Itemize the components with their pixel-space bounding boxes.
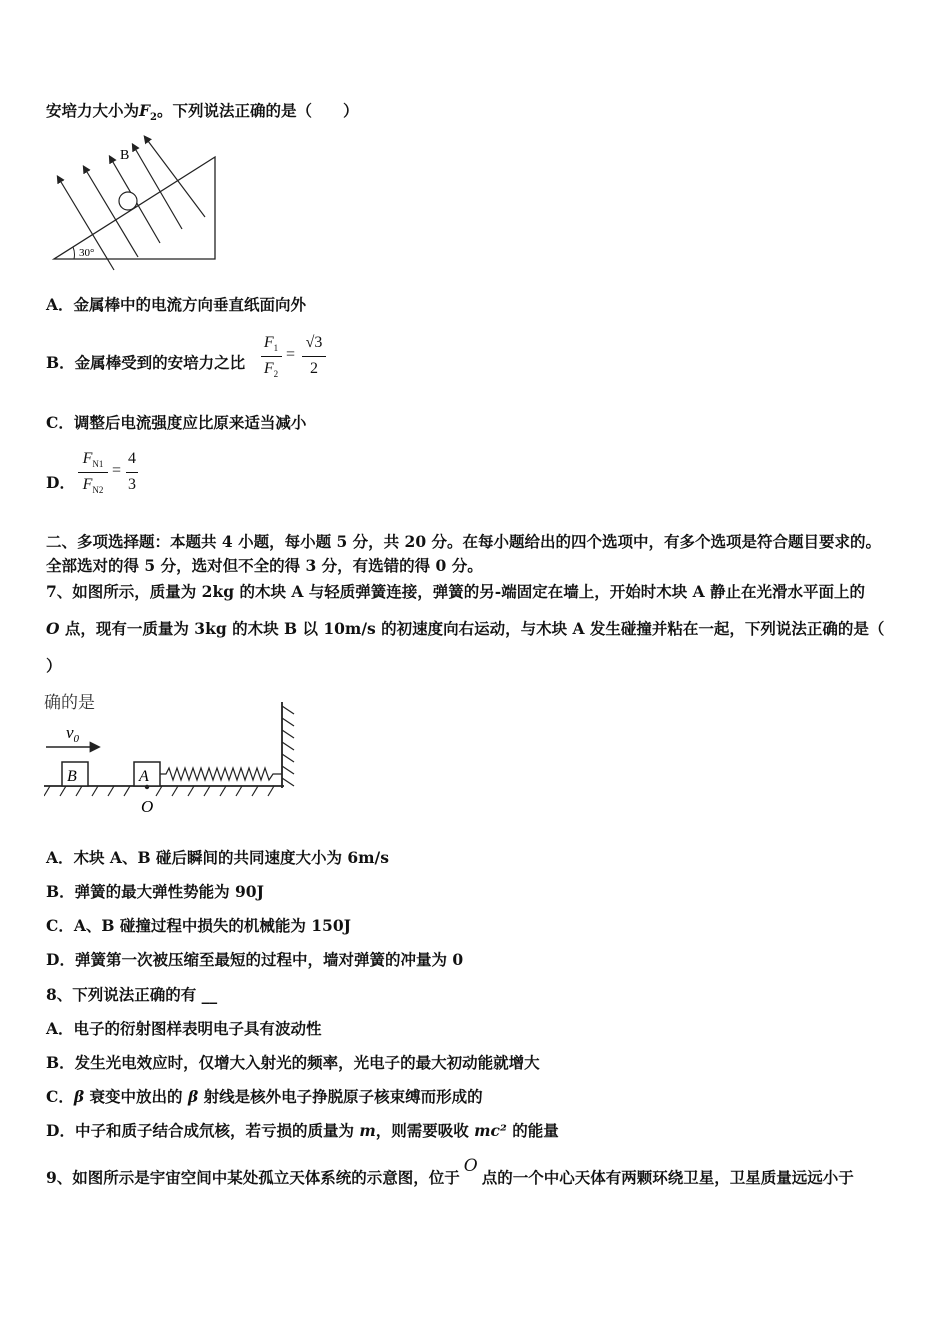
frac-b-eq: = bbox=[286, 346, 296, 363]
q8-c-mid: 衰变中放出的 bbox=[84, 1087, 188, 1106]
q8-d-mid: ，则需要吸收 bbox=[375, 1121, 475, 1140]
q7-fig-caption: 确的是 bbox=[44, 693, 95, 713]
frac-d-rhs-num: 4 bbox=[128, 450, 136, 467]
ground-hatching bbox=[44, 786, 274, 796]
frac-d-den: F bbox=[82, 476, 93, 493]
wall-hatching bbox=[282, 706, 294, 786]
spring-block-figure bbox=[44, 700, 306, 820]
q8-c-beta2: β bbox=[187, 1087, 199, 1106]
q7-line2-text: 点，现有一质量为 3kg 的木块 B 以 10m/s 的初速度向右运动，与木块 A 发生碰撞并粘在一起，下列说法正确的是（ bbox=[59, 619, 885, 638]
q9-o: O bbox=[463, 1156, 478, 1176]
intro-text-b: 。下列说法正确的是（ ） bbox=[157, 101, 359, 120]
q8-c-suffix: 射线是核外电子挣脱原子核束缚而形成的 bbox=[198, 1087, 483, 1106]
field-line bbox=[145, 137, 205, 217]
q8-d-suffix: 的能量 bbox=[506, 1121, 559, 1140]
frac-b-num-sub: 1 bbox=[273, 343, 279, 354]
field-line bbox=[133, 145, 182, 229]
q8-stem: 8、下列说法正确的有 __ bbox=[46, 985, 218, 1004]
frac-d-num-sub: N1 bbox=[92, 459, 104, 470]
section2-line2: 全部选对的得 5 分，选对但不全的得 3 分，有选错的得 0 分。 bbox=[46, 556, 483, 575]
q9-text-b: 点的一个中心天体有两颗环绕卫星，卫星质量远远小于 bbox=[481, 1168, 854, 1187]
q8-c-beta1: β bbox=[73, 1087, 85, 1106]
frac-b-rhs-den: 2 bbox=[310, 360, 318, 377]
block-a-label: A bbox=[139, 768, 149, 785]
intro-sub: 2 bbox=[150, 112, 157, 124]
q7-line2-var: O bbox=[46, 619, 60, 638]
frac-b-den: F bbox=[263, 360, 274, 377]
frac-d-eq: = bbox=[112, 462, 122, 479]
q6-option-d-fraction bbox=[78, 450, 158, 498]
q6-option-b bbox=[46, 353, 245, 373]
section2-line1: 二、多项选择题：本题共 4 小题，每小题 5 分，共 20 分。在每小题给出的四个选项中，有多个选项是符合题目要求的。 bbox=[46, 532, 882, 551]
intro-text-a: 安培力大小为 bbox=[46, 101, 140, 120]
q7-line2 bbox=[46, 619, 884, 639]
q8-option-a: A．电子的衍射图样表明电子具有波动性 bbox=[46, 1019, 322, 1038]
frac-d-rhs-den: 3 bbox=[128, 476, 136, 493]
incline-field-figure bbox=[48, 135, 223, 275]
q8-option-b: B．发生光电效应时，仅增大入射光的频率，光电子的最大初动能就增大 bbox=[46, 1053, 540, 1072]
intro-line bbox=[46, 101, 359, 128]
angle-arc bbox=[73, 247, 74, 259]
block-b-label: B bbox=[67, 768, 77, 785]
metal-rod bbox=[119, 192, 137, 210]
q6-option-a: A．金属棒中的电流方向垂直纸面向外 bbox=[46, 295, 307, 314]
q8-option-c bbox=[46, 1087, 483, 1107]
frac-b-rhs-num: √3 bbox=[305, 334, 323, 351]
q7-line1: 7、如图所示，质量为 2kg 的木块 A 与轻质弹簧连接，弹簧的另-端固定在墙上，开始时木块 A 静止在光滑水平面上的 bbox=[46, 582, 866, 601]
v0-label: $v_0$ bbox=[66, 723, 80, 745]
q6-option-b-text: B．金属棒受到的安培力之比 bbox=[46, 353, 246, 372]
field-line bbox=[84, 167, 138, 257]
q6-option-d: D． bbox=[46, 473, 75, 492]
q8-d-mc2: mc² bbox=[474, 1121, 507, 1140]
spring bbox=[160, 768, 282, 780]
q8-d-prefix: D．中子和质子结合成氘核，若亏损的质量为 bbox=[46, 1121, 360, 1140]
q8-d-m: m bbox=[359, 1121, 376, 1140]
field-label: B bbox=[120, 148, 130, 163]
frac-d-den-sub: N2 bbox=[92, 485, 104, 496]
q6-option-c: C．调整后电流强度应比原来适当减小 bbox=[46, 413, 307, 432]
q6-option-b-fraction bbox=[261, 334, 331, 382]
frac-d-num: F bbox=[82, 450, 93, 467]
q7-option-a: A．木块 A、B 碰后瞬间的共同速度大小为 6m/s bbox=[46, 848, 389, 867]
q9-line bbox=[46, 1156, 854, 1188]
q7-option-b: B．弹簧的最大弹性势能为 90J bbox=[46, 882, 264, 901]
point-o bbox=[145, 785, 149, 789]
angle-label: 30° bbox=[79, 247, 95, 259]
q8-option-d bbox=[46, 1121, 559, 1141]
q7-option-c: C．A、B 碰撞过程中损失的机械能为 150J bbox=[46, 916, 351, 935]
intro-var: F bbox=[139, 101, 151, 120]
frac-b-den-sub: 2 bbox=[273, 369, 279, 380]
q9-text-a: 9、如图所示是宇宙空间中某处孤立天体系统的示意图，位于 bbox=[46, 1168, 460, 1187]
q7-line3: ） bbox=[46, 656, 62, 675]
q7-option-d: D．弹簧第一次被压缩至最短的过程中，墙对弹簧的冲量为 0 bbox=[46, 950, 464, 969]
point-o-label: O bbox=[141, 797, 154, 816]
frac-b-num: F bbox=[263, 334, 274, 351]
q8-c-prefix: C． bbox=[46, 1087, 74, 1106]
